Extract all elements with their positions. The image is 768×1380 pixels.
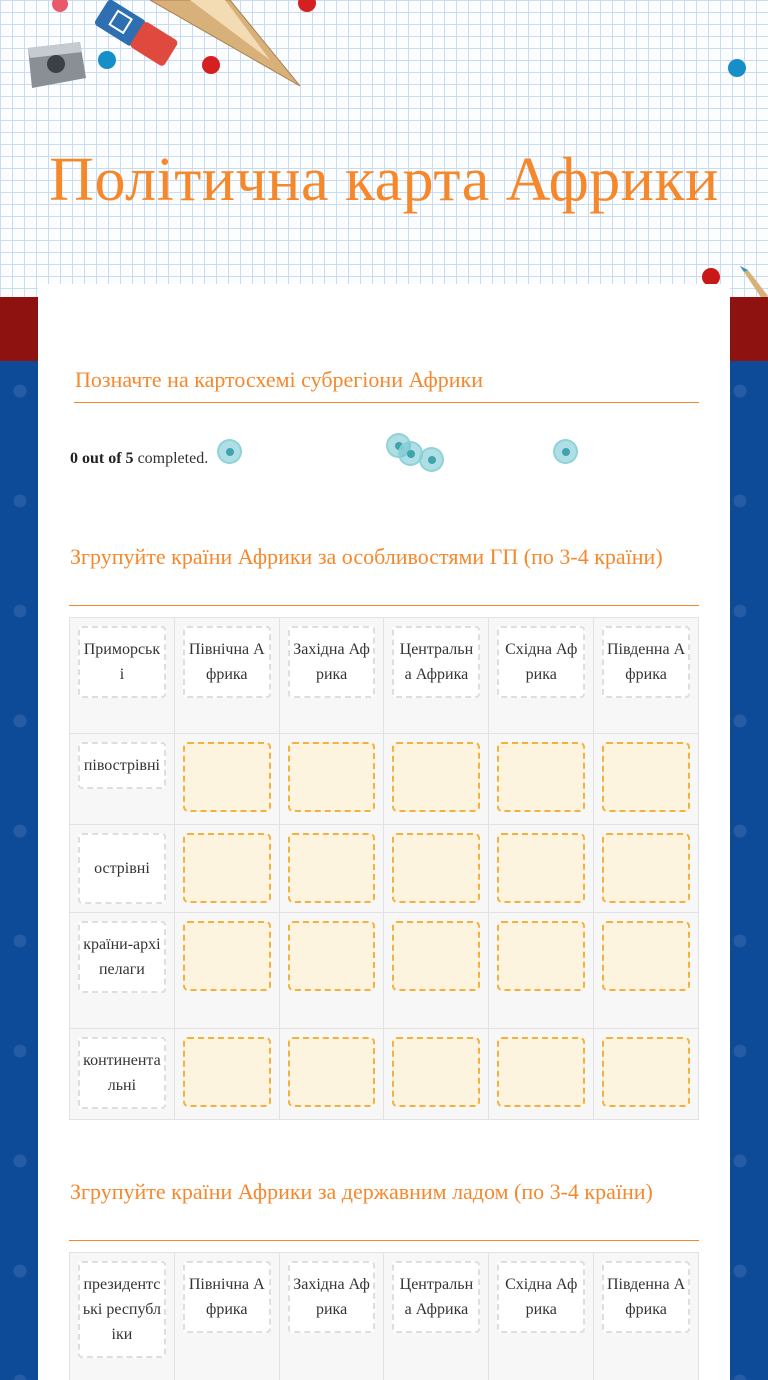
section-divider [69, 1240, 699, 1241]
table-cell [384, 618, 489, 734]
table-cell [384, 734, 489, 825]
draggable-tile[interactable]: Східна Африка [497, 626, 585, 698]
draggable-tile[interactable]: континентальні [78, 1037, 166, 1109]
draggable-tile[interactable]: Центральна Африка [392, 626, 480, 698]
drop-zone[interactable] [288, 1037, 376, 1107]
table-cell [594, 913, 699, 1029]
draggable-tile[interactable]: Південна Африка [602, 626, 690, 698]
draggable-tile[interactable]: Східна Африка [497, 1261, 585, 1333]
drop-zone[interactable] [602, 921, 690, 991]
drop-zone[interactable] [392, 1037, 480, 1107]
table-cell [594, 618, 699, 734]
progress-status [70, 450, 208, 468]
decor-dot [728, 59, 746, 77]
table-cell [384, 1253, 489, 1380]
table-cell [70, 825, 175, 913]
table-cell [489, 734, 594, 825]
drop-zone[interactable] [183, 1037, 271, 1107]
draggable-tile[interactable]: Приморські [78, 626, 166, 698]
table-cell [594, 1253, 699, 1380]
table-cell [70, 913, 175, 1029]
decor-dot [298, 0, 316, 12]
ruler-icon [150, 0, 310, 90]
sorting-table-gp [69, 617, 699, 1120]
drop-zone[interactable] [497, 833, 585, 903]
table-cell [384, 913, 489, 1029]
table-row [70, 825, 699, 913]
draggable-tile[interactable]: країни-архіпелаги [78, 921, 166, 993]
table-cell [70, 734, 175, 825]
table-cell [174, 1253, 279, 1380]
draggable-tile[interactable]: Північна Африка [183, 626, 271, 698]
drop-zone[interactable] [602, 833, 690, 903]
sorting-table-government [69, 1252, 699, 1380]
drop-zone[interactable] [497, 921, 585, 991]
table-cell [489, 825, 594, 913]
table-cell [594, 734, 699, 825]
draggable-tile[interactable]: Центральна Африка [392, 1261, 480, 1333]
table-header-row [70, 1253, 699, 1380]
progress-suffix: completed. [133, 450, 209, 467]
drop-zone[interactable] [288, 742, 376, 812]
draggable-tile[interactable]: острівні [78, 833, 166, 904]
drop-zone[interactable] [183, 742, 271, 812]
drop-zone[interactable] [602, 1037, 690, 1107]
section-divider [69, 605, 699, 606]
decor-dot [52, 0, 68, 12]
draggable-tile[interactable]: півострівні [78, 742, 166, 789]
decor-dot [98, 51, 116, 69]
draggable-tile[interactable]: Північна Африка [183, 1261, 271, 1333]
drop-zone[interactable] [288, 921, 376, 991]
section-divider [74, 402, 699, 403]
drop-zone[interactable] [183, 921, 271, 991]
draggable-tile[interactable]: Південна Африка [602, 1261, 690, 1333]
table-cell [279, 1253, 384, 1380]
table-cell [594, 825, 699, 913]
drop-zone[interactable] [392, 921, 480, 991]
table-cell [489, 1029, 594, 1120]
table-cell [174, 1029, 279, 1120]
drop-zone[interactable] [392, 742, 480, 812]
progress-count: 0 out of 5 [70, 450, 134, 467]
table-cell [279, 618, 384, 734]
table-cell [174, 825, 279, 913]
table-cell [174, 913, 279, 1029]
sharpener-icon [22, 38, 92, 94]
drop-zone[interactable] [288, 833, 376, 903]
table-cell [279, 734, 384, 825]
pushpin-icon[interactable] [553, 439, 578, 464]
decor-dot [202, 56, 220, 74]
table-cell [70, 1253, 175, 1380]
draggable-tile[interactable]: Західна Африка [288, 1261, 376, 1333]
table-cell [594, 1029, 699, 1120]
table-cell [174, 618, 279, 734]
table-cell [489, 1253, 594, 1380]
draggable-tile[interactable]: Західна Африка [288, 626, 376, 698]
section-title-gp: Згрупуйте країни Африки за особливостями ГП (по 3-4 країни) [70, 544, 663, 569]
table-cell [70, 618, 175, 734]
table-row [70, 734, 699, 825]
table-cell [489, 618, 594, 734]
table-cell [279, 1029, 384, 1120]
drop-zone[interactable] [602, 742, 690, 812]
drop-zone[interactable] [183, 833, 271, 903]
table-cell [279, 913, 384, 1029]
header-graph-paper [0, 0, 768, 300]
table-cell [489, 913, 594, 1029]
drop-zone[interactable] [392, 833, 480, 903]
table-cell [70, 1029, 175, 1120]
page-title: Політична карта Африки [49, 146, 719, 214]
table-row [70, 913, 699, 1029]
drop-zone[interactable] [497, 1037, 585, 1107]
drop-zone[interactable] [497, 742, 585, 812]
section-title-government: Згрупуйте країни Африки за державним ладом (по 3-4 країни) [70, 1179, 653, 1204]
pencil-icon [736, 262, 768, 300]
pushpin-icon[interactable] [419, 447, 444, 472]
table-cell [384, 1029, 489, 1120]
pushpin-icon[interactable] [217, 439, 242, 464]
table-header-row [70, 618, 699, 734]
draggable-tile[interactable]: президентські республіки [78, 1261, 166, 1358]
section-title-map: Позначте на картосхемі субрегіони Африки [75, 367, 484, 392]
table-cell [174, 734, 279, 825]
table-cell [384, 825, 489, 913]
table-cell [279, 825, 384, 913]
table-row [70, 1029, 699, 1120]
